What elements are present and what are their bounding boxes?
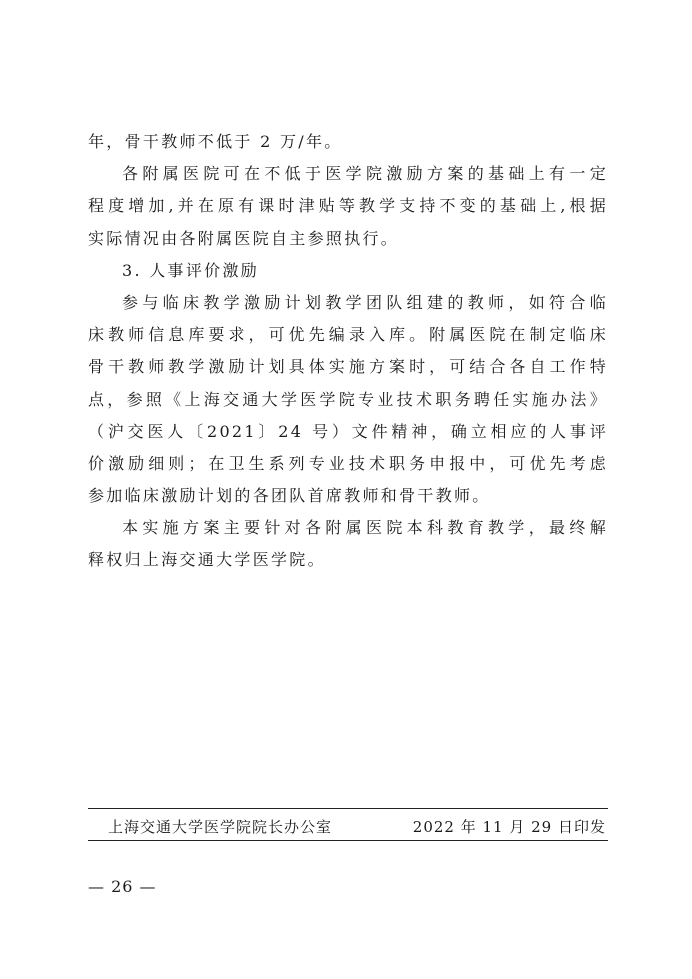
footer-top-rule <box>88 808 608 809</box>
page-number: — 26 — <box>88 877 157 896</box>
paragraph-line: 参加临床激励计划的各团队首席教师和骨干教师。 <box>88 486 491 506</box>
paragraph-line: 程度增加,并在原有课时津贴等教学支持不变的基础上,根据 <box>88 196 608 216</box>
section-heading: 3. 人事评价激励 <box>122 260 260 280</box>
paragraph-line: 骨干教师教学激励计划具体实施方案时，可结合各自工作特 <box>88 357 608 377</box>
paragraph-line: 本实施方案主要针对各附属医院本科教育教学，最终解 <box>122 518 608 538</box>
footer-issuer: 上海交通大学医学院院长办公室 <box>108 818 333 836</box>
paragraph-line: 年，骨干教师不低于 2 万/年。 <box>88 132 343 151</box>
paragraph-line: 点，参照《上海交通大学医学院专业技术职务聘任实施办法》 <box>88 389 608 409</box>
footer-date: 2022 年 11 月 29 日印发 <box>412 818 606 836</box>
paragraph-line: 释权归上海交通大学医学院。 <box>88 550 326 570</box>
paragraph-line: （沪交医人〔2021〕24 号）文件精神，确立相应的人事评 <box>88 421 608 441</box>
paragraph-line: 各附属医院可在不低于医学院激励方案的基础上有一定 <box>122 164 608 184</box>
paragraph-line: 参与临床教学激励计划教学团队组建的教师，如符合临 <box>122 292 608 312</box>
footer-bottom-rule <box>88 840 608 841</box>
paragraph-line: 价激励细则；在卫生系列专业技术职务申报中，可优先考虑 <box>88 453 608 473</box>
paragraph-line: 实际情况由各附属医院自主参照执行。 <box>88 228 400 248</box>
paragraph-line: 床教师信息库要求，可优先编录入库。附属医院在制定临床 <box>88 325 608 345</box>
document-body <box>88 126 608 577</box>
